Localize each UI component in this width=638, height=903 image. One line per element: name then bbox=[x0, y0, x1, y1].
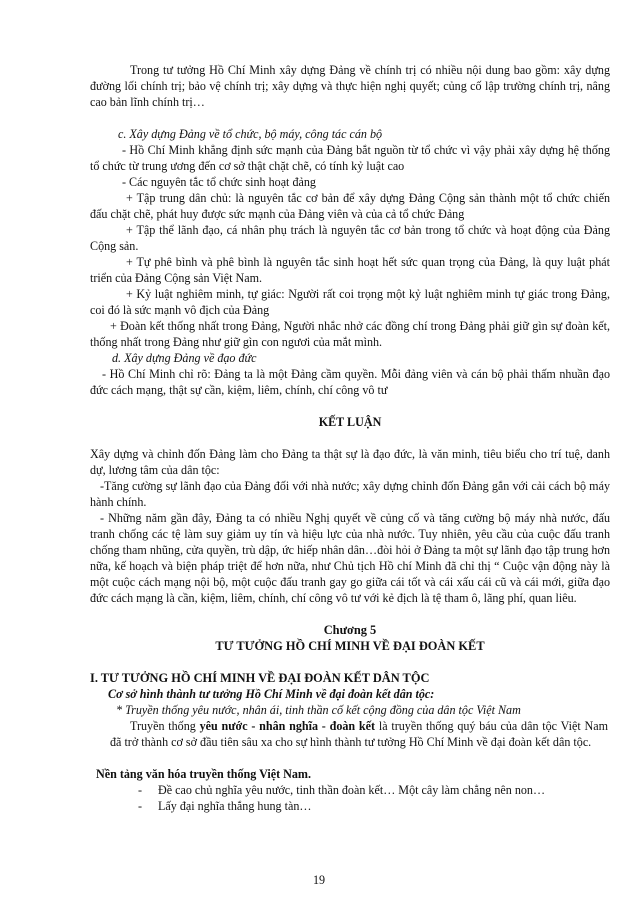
subheading-tradition: * Truyền thống yêu nước, nhân ái, tinh thần cố kết cộng đồng của dân tộc Việt Nam bbox=[116, 703, 521, 717]
chapter-number: Chương 5 bbox=[323, 623, 377, 637]
paragraph-discipline: + Kỷ luật nghiêm minh, tự giác: Người rất coi trọng một kỷ luật nghiêm minh tự giác trong Đảng, coi đó là sức mạnh vô địch của Đảng bbox=[90, 287, 610, 317]
bullet-dash: - bbox=[138, 799, 143, 813]
subheading-basis: Cơ sở hình thành tư tưởng Hồ Chí Minh về đại đoàn kết dân tộc: bbox=[108, 687, 435, 701]
document-page: Trong tư tưởng Hồ Chí Minh xây dựng Đảng về chính trị có nhiều nội dung bao gồm: xây dựng đường lối chính trị; bảo vệ chính trị; xây dựng và thực hiện nghị quyết; củng cố lập trường chính trị, nâng cao bản lĩnh chính trị… c. Xây dựng Đảng về tổ chức, bộ máy, công tác cán bộ - Hồ Chí Minh khẳng định sức mạnh của Đảng bắt nguồn từ tổ chức vì vậy phải xây dựng hệ thống tổ chức từ trung ương đến cơ sở thật chặt chẽ, có tính kỷ luật cao - Các nguyên tắc tổ chức sinh hoạt đảng + Tập trung dân chủ: là nguyên tắc cơ bản để xây dựng Đảng Cộng sản thành một tổ chức chiến đấu chặt chẽ, phát huy được sức mạnh của Đảng viên và của cả tổ chức Đảng + Tập thể lãnh đạo, cá nhân phụ trách là nguyên tắc cơ bản trong tổ chức và hoạt động của Đảng Cộng sản. + Tự phê bình và phê bình là nguyên tắc sinh hoạt hết sức quan trọng của Đảng, là quy luật phát triển của Đảng Cộng sản Việt Nam. + Kỷ luật nghiêm minh, tự giác: Người rất coi trọng một kỷ luật nghiêm minh tự giác trong Đảng, coi đó là sức mạnh vô địch của Đảng + Đoàn kết thống nhất trong Đảng, Người nhắc nhở các đồng chí trong Đảng phải giữ gìn sự đoàn kết, thống nhất trong Đảng như giữ gìn con ngươi của mắt mình. d. Xây dựng Đảng về đạo đức - Hồ Chí Minh chỉ rõ: Đảng ta là một Đảng cầm quyền. Mỗi đảng viên và cán bộ phải thấm nhuần đạo đức cách mạng, thật sự cần, kiệm, liêm, chính, chí công vô tư KẾT LUẬN Xây dựng và chỉnh đốn Đảng làm cho Đảng ta thật sự là đạo đức, là văn minh, tiêu biểu cho trí tuệ, danh dự, lương tâm của dân tộc: -Tăng cường sự lãnh đạo của Đảng đối với nhà nước; xây dựng chỉnh đốn Đảng gắn với cải cách bộ máy hành chính. - Những năm gần đây, Đảng ta có nhiều Nghị quyết về củng cố và tăng cường bộ máy nhà nước, đấu tranh chống các tệ làm suy giảm uy tín và hiệu lực của nhà nước. Tuy nhiên, yêu cầu của cuộc đấu tranh chống tham nhũng, cửa quyền, trù dập, ức hiếp nhân dân…đòi hỏi ở Đảng ta một sự lãnh đạo tập trung hơn nữa, kế hoạch và biện pháp triệt để hơn nữa, như Chủ tịch Hồ chí Minh đã chỉ thị “ Cuộc vận động này là một cuộc cách mạng nội bộ, một cuộc đấu tranh gay go giữa cái tốt và cái xấu cái cũ và cái mới, giữa đạo đức cách mạng là cần, kiệm, liêm, chính, chí công vô tư với kẻ địch là tệ tham ô, lãng phí, quan liêu. Chương 5 TƯ TƯỞNG HỒ CHÍ MINH VỀ ĐẠI ĐOÀN KẾT I. TƯ TƯỞNG HỒ CHÍ MINH VỀ ĐẠI ĐOÀN KẾT DÂN TỘC Cơ sở hình thành tư tưởng Hồ Chí Minh về đại đoàn kết dân tộc: * Truyền thống yêu nước, nhân ái, tinh thần cố kết cộng đồng của dân tộc Việt Nam Truyền thống yêu nước - nhân nghĩa - đoàn kết là truyền thống quý báu của dân tộc Việt Nam đã trở thành cơ sở đầu tiên sâu xa cho sự hình thành tư tưởng Hồ Chí Minh về đại đoàn kết dân tộc. Nền tảng văn hóa truyền thống Việt Nam. - Đề cao chủ nghĩa yêu nước, tinh thần đoàn kết… Một cây làm chẳng nên non… - Lấy đại nghĩa thắng hung tàn… 19 bbox=[0, 0, 638, 903]
page-number: 19 bbox=[312, 873, 326, 887]
heading-cultural-foundation: Nền tảng văn hóa truyền thống Việt Nam. bbox=[96, 767, 312, 781]
heading-d-ethics: d. Xây dựng Đảng về đạo đức bbox=[112, 351, 257, 365]
paragraph-state-leadership: -Tăng cường sự lãnh đạo của Đảng đối với nhà nước; xây dựng chỉnh đốn Đảng gắn với cải cách bộ máy hành chính. bbox=[90, 479, 610, 509]
paragraph-ethics: - Hồ Chí Minh chỉ rõ: Đảng ta là một Đảng cầm quyền. Mỗi đảng viên và cán bộ phải thấm nhuần đạo đức cách mạng, thật sự cần, kiệm, liêm, chính, chí công vô tư bbox=[90, 367, 610, 397]
paragraph-principles-intro: - Các nguyên tắc tổ chức sinh hoạt đảng bbox=[122, 175, 316, 189]
paragraph-conclusion-intro: Xây dựng và chỉnh đốn Đảng làm cho Đảng ta thật sự là đạo đức, là văn minh, tiêu biểu cho trí tuệ, danh dự, lương tâm của dân tộc: bbox=[90, 447, 610, 477]
paragraph-recent-years: - Những năm gần đây, Đảng ta có nhiều Nghị quyết về củng cố và tăng cường bộ máy nhà nước, đấu tranh chống các tệ làm suy giảm uy tín và hiệu lực của nhà nước. Tuy nhiên, yêu cầu của cuộc đấu tranh chống tham nhũng, cửa quyền, trù dập, ức hiếp nhân dân…đòi hỏi ở Đảng ta một sự lãnh đạo tập trung hơn nữa, kế hoạch và biện pháp triệt để hơn nữa, như Chủ tịch Hồ chí Minh đã chỉ thị “ Cuộc vận động này là một cuộc cách mạng nội bộ, một cuộc đấu tranh gay go giữa cái tốt và cái xấu cái cũ và cái mới, giữa đạo đức cách mạng là cần, kiệm, liêm, chính, chí công vô tư với kẻ địch là tệ tham ô, lãng phí, quan liêu. bbox=[90, 511, 610, 605]
paragraph-collective-leadership: + Tập thể lãnh đạo, cá nhân phụ trách là nguyên tắc cơ bản trong tổ chức và hoạt động của Đảng Cộng sản. bbox=[90, 223, 610, 253]
paragraph-tradition: Truyền thống yêu nước - nhân nghĩa - đoàn kết là truyền thống quý báu của dân tộc Việt Nam đã trở thành cơ sở đầu tiên sâu xa cho sự hình thành tư tưởng Hồ Chí Minh về đại đoàn kết dân tộc. bbox=[110, 719, 608, 749]
section-heading-1: I. TƯ TƯỞNG HỒ CHÍ MINH VỀ ĐẠI ĐOÀN KẾT DÂN TỘC bbox=[90, 671, 430, 685]
paragraph-democratic-centralism: + Tập trung dân chủ: là nguyên tắc cơ bản để xây dựng Đảng Cộng sản thành một tổ chức chiến đấu chặt chẽ, phát huy được sức mạnh của Đảng viên và của cả tổ chức Đảng bbox=[90, 191, 610, 221]
paragraph-self-criticism: + Tự phê bình và phê bình là nguyên tắc sinh hoạt hết sức quan trọng của Đảng, là quy luật phát triển của Đảng Cộng sản Việt Nam. bbox=[90, 255, 610, 285]
chapter-title: TƯ TƯỞNG HỒ CHÍ MINH VỀ ĐẠI ĐOÀN KẾT bbox=[215, 639, 485, 653]
heading-c-organization: c. Xây dựng Đảng về tổ chức, bộ máy, công tác cán bộ bbox=[118, 127, 383, 141]
paragraph-political: Trong tư tưởng Hồ Chí Minh xây dựng Đảng về chính trị có nhiều nội dung bao gồm: xây dựng đường lối chính trị; bảo vệ chính trị; xây dựng và thực hiện nghị quyết; củng cố lập trường chính trị, nâng cao bản lĩnh chính trị… bbox=[90, 63, 610, 109]
tradition-keywords: yêu nước - nhân nghĩa - đoàn kết bbox=[199, 719, 376, 733]
paragraph-organization-strength: - Hồ Chí Minh khẳng định sức mạnh của Đảng bắt nguồn từ tổ chức vì vậy phải xây dựng hệ thống tổ chức từ trung ương đến cơ sở thật chặt chẽ, có tính kỷ luật cao bbox=[90, 143, 610, 173]
heading-conclusion: KẾT LUẬN bbox=[318, 415, 382, 429]
bullet-dash: - bbox=[138, 783, 143, 797]
paragraph-unity: + Đoàn kết thống nhất trong Đảng, Người nhắc nhở các đồng chí trong Đảng phải giữ gìn sự đoàn kết, thống nhất trong Đảng như giữ gìn con ngươi của mắt mình. bbox=[90, 319, 610, 349]
